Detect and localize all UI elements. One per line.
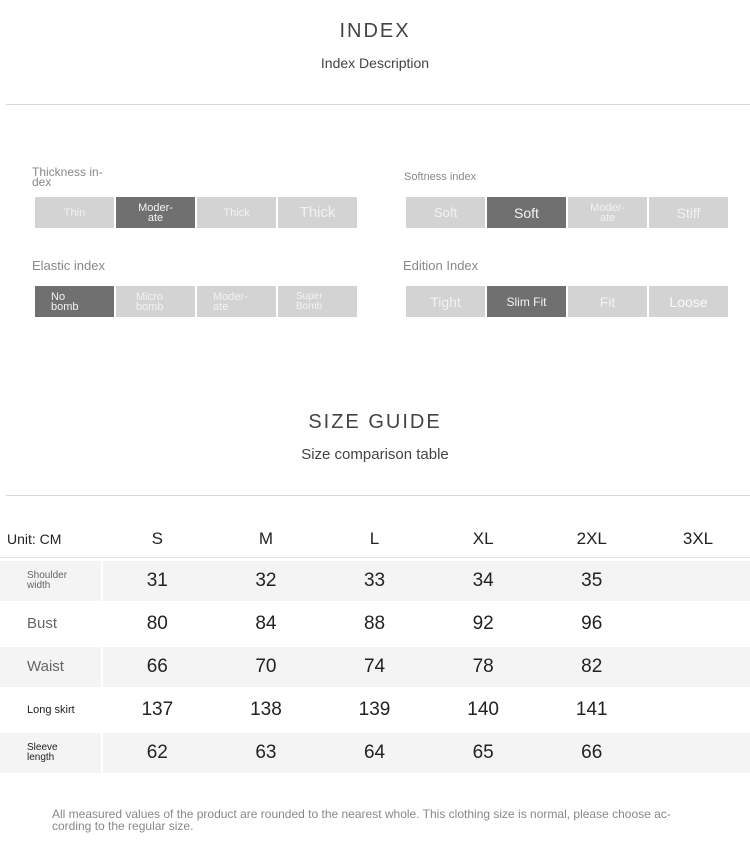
table-cell: 32 bbox=[212, 561, 321, 601]
table-cell bbox=[646, 647, 750, 687]
table-row bbox=[0, 647, 750, 687]
thickness-option-thick: Thick bbox=[197, 197, 276, 228]
table-cell bbox=[646, 733, 750, 773]
softness-option-stiff: Stiff bbox=[649, 197, 728, 228]
table-cell: 139 bbox=[358, 699, 391, 720]
table-cell: 65 bbox=[429, 733, 538, 773]
row-label: Waist bbox=[0, 647, 103, 687]
edition-option-slim-fit: Slim Fit bbox=[487, 286, 566, 317]
table-cell: 66 bbox=[103, 647, 212, 687]
softness-option-soft-max: Soft bbox=[406, 197, 485, 228]
thickness-option-moderate: Moder- ate bbox=[116, 197, 195, 228]
table-cell bbox=[646, 561, 750, 601]
size-header: 2XL bbox=[537, 521, 646, 558]
edition-index-label: Edition Index bbox=[403, 258, 479, 273]
size-header: L bbox=[320, 521, 429, 558]
edition-option-tight: Tight bbox=[406, 286, 485, 317]
size-table bbox=[0, 518, 750, 776]
softness-index-scale bbox=[406, 197, 728, 228]
row-label: Shoulder width bbox=[0, 561, 103, 601]
table-cell: 88 bbox=[363, 613, 386, 634]
table-cell: 33 bbox=[320, 561, 429, 601]
table-cell: 64 bbox=[320, 733, 429, 773]
elastic-index-label: Elastic index bbox=[32, 258, 105, 273]
table-cell: 74 bbox=[320, 647, 429, 687]
table-cell: 62 bbox=[103, 733, 212, 773]
softness-option-moderate: Moder- ate bbox=[568, 197, 647, 228]
row-label: Long skirt bbox=[0, 690, 103, 730]
thickness-index-scale bbox=[35, 197, 357, 228]
table-cell: 84 bbox=[255, 613, 277, 634]
table-row bbox=[0, 733, 750, 773]
row-label: Bust bbox=[0, 604, 103, 644]
table-cell: 78 bbox=[429, 647, 538, 687]
table-cell: 31 bbox=[103, 561, 212, 601]
softness-option-soft: Soft bbox=[487, 197, 566, 228]
thickness-option-thick-max: Thick bbox=[278, 197, 357, 228]
edition-index-scale bbox=[406, 286, 728, 317]
table-cell: 138 bbox=[250, 699, 282, 720]
table-cell: 63 bbox=[212, 733, 321, 773]
divider bbox=[6, 495, 750, 496]
row-label: Sleeve length bbox=[0, 733, 103, 773]
thickness-index-label: Thickness in- dex bbox=[32, 165, 103, 189]
elastic-option-micro-bomb: Micro bomb bbox=[116, 286, 195, 317]
table-cell: 82 bbox=[537, 647, 646, 687]
elastic-option-moderate: Moder- ate bbox=[197, 286, 276, 317]
size-footnote: All measured values of the product are rounded to the nearest whole. This clothing size is normal, please choose ac- cording to the regular size. bbox=[52, 807, 671, 833]
size-header: XL bbox=[429, 521, 538, 558]
size-header: 3XL bbox=[646, 521, 750, 558]
size-guide-title: SIZE GUIDE bbox=[308, 411, 442, 433]
size-table-header bbox=[0, 521, 750, 558]
table-row bbox=[0, 604, 750, 644]
table-row bbox=[0, 690, 750, 730]
table-cell: 137 bbox=[141, 699, 174, 720]
divider bbox=[6, 104, 750, 105]
size-header: S bbox=[103, 521, 212, 558]
softness-index-label: Softness index bbox=[404, 171, 477, 183]
table-row bbox=[0, 561, 750, 601]
unit-label: Unit: CM bbox=[0, 521, 103, 558]
size-header: M bbox=[212, 521, 321, 558]
elastic-option-super-bomb: Super Bomb bbox=[278, 286, 357, 317]
table-cell: 70 bbox=[212, 647, 321, 687]
table-cell: 140 bbox=[467, 699, 499, 720]
table-cell bbox=[646, 604, 750, 644]
table-cell: 66 bbox=[537, 733, 646, 773]
edition-option-loose: Loose bbox=[649, 286, 728, 317]
elastic-option-no-bomb: No bomb bbox=[35, 286, 114, 317]
elastic-index-scale bbox=[35, 286, 357, 317]
table-cell: 80 bbox=[146, 613, 168, 634]
index-title: INDEX bbox=[339, 20, 411, 42]
table-cell: 35 bbox=[537, 561, 646, 601]
table-cell bbox=[646, 690, 750, 730]
table-cell: 34 bbox=[429, 561, 538, 601]
size-guide-subtitle: Size comparison table bbox=[301, 446, 449, 463]
edition-option-fit: Fit bbox=[568, 286, 647, 317]
table-cell: 96 bbox=[581, 613, 603, 634]
table-cell: 141 bbox=[575, 699, 608, 720]
table-cell: 92 bbox=[472, 613, 494, 634]
thickness-option-thin: Thin bbox=[35, 197, 114, 228]
index-subtitle: Index Description bbox=[320, 55, 430, 71]
